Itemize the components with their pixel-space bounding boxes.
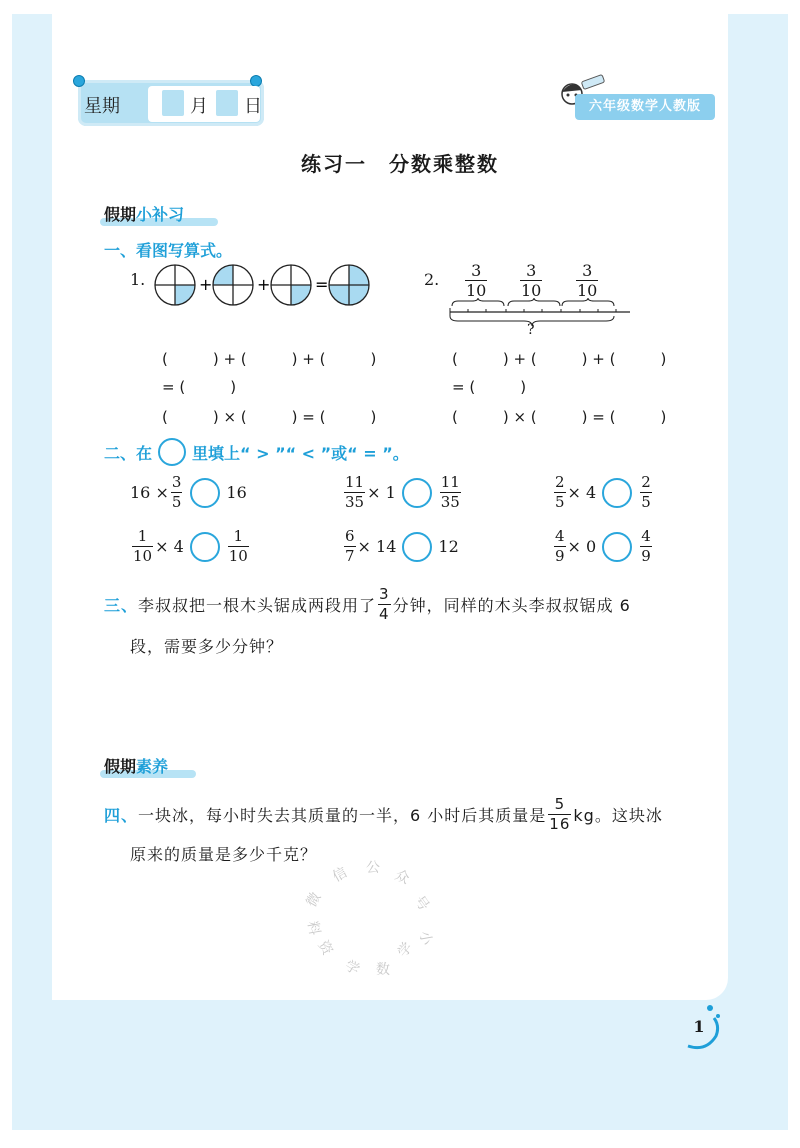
compare-item-4: $\frac{1}{10}$ × 4 $\frac{1}{10}$ xyxy=(133,527,248,565)
answer-circle[interactable] xyxy=(602,478,632,508)
q1-item1-number: 1. xyxy=(130,270,146,289)
answer-line-2b: = ( ) xyxy=(452,378,527,396)
svg-text:信: 信 xyxy=(330,864,351,886)
grade-banner: 六年级数学人教版 xyxy=(575,94,715,120)
svg-text:号: 号 xyxy=(410,893,432,914)
weekday-slot[interactable] xyxy=(122,90,144,116)
answer-circle[interactable] xyxy=(602,532,632,562)
compare-item-1: 16 × $\frac{3}{5}$ 16 xyxy=(130,473,247,511)
compare-item-5: $\frac{6}{7}$ × 14 12 xyxy=(345,527,459,565)
svg-text:料: 料 xyxy=(304,919,323,937)
answer-circle[interactable] xyxy=(402,478,432,508)
compare-item-2: $\frac{11}{35}$ × 1 $\frac{11}{35}$ xyxy=(345,473,460,511)
q2-heading: 二、在 里填上“ > ”“ < ”或“ = ”。 xyxy=(104,438,409,466)
page-number: 1 xyxy=(693,1017,705,1036)
three-quarter-circle xyxy=(329,265,369,305)
q4-line-2: 原来的质量是多少千克？ xyxy=(130,845,318,864)
weekday-label: 星期 xyxy=(84,96,120,117)
day-label: 日 xyxy=(244,96,262,117)
svg-text:学: 学 xyxy=(342,957,363,979)
svg-text:资: 资 xyxy=(314,938,336,959)
compare-item-6: $\frac{4}{9}$ × 0 $\frac{4}{9}$ xyxy=(555,527,651,565)
month-label: 月 xyxy=(190,96,208,117)
quarter-circle-3 xyxy=(271,265,311,305)
answer-line-2c: ( ) × ( ) = ( ) xyxy=(452,408,667,426)
q1-circle-figures xyxy=(150,262,372,308)
day-slot[interactable] xyxy=(216,90,238,116)
compare-circle-icon xyxy=(158,438,186,466)
svg-text:小: 小 xyxy=(416,929,435,947)
answer-circle[interactable] xyxy=(190,532,220,562)
q1-heading: 一、看图写算式。 xyxy=(104,241,233,260)
tag-text-accent: 小补习 xyxy=(136,205,185,224)
segment-fraction-2: $\frac{3}{10}$ xyxy=(521,261,542,300)
quarter-circle-1 xyxy=(155,265,195,305)
section-tag-literacy: 假期素养 xyxy=(104,757,169,776)
q3-line-1: 三、 李叔叔把一根木头锯成两段用了 $\frac{3}{4}$ 分钟，同样的木头李叔叔锯成 6 xyxy=(104,585,631,623)
answer-line-1b: = ( ) xyxy=(162,378,237,396)
svg-text:公: 公 xyxy=(366,860,380,876)
answer-circle[interactable] xyxy=(402,532,432,562)
svg-text:数: 数 xyxy=(376,962,390,978)
compare-item-3: $\frac{2}{5}$ × 4 $\frac{2}{5}$ xyxy=(555,473,651,511)
q1-item2-number: 2. xyxy=(424,270,440,289)
answer-line-1c: ( ) × ( ) = ( ) xyxy=(162,408,377,426)
question-mark: ? xyxy=(527,322,535,338)
plus-sign: + xyxy=(257,275,271,294)
svg-text:学: 学 xyxy=(394,939,417,961)
quarter-circle-2 xyxy=(213,265,253,305)
segment-diagram xyxy=(446,298,636,336)
month-slot[interactable] xyxy=(162,90,184,116)
q4-line-1: 四、 一块冰，每小时失去其质量的一半，6 小时后其质量是 $\frac{5}{16}$ kg。这块冰 xyxy=(104,795,663,833)
segment-fraction-3: $\frac{3}{10}$ xyxy=(577,261,598,300)
section-tag-practice xyxy=(104,202,184,225)
tag-text: 假期 xyxy=(104,205,137,224)
plus-sign: + xyxy=(199,275,213,294)
pin-icon xyxy=(73,75,85,87)
q3-line-2: 段，需要多少分钟？ xyxy=(130,637,284,656)
segment-fraction-1: $\frac{3}{10}$ xyxy=(466,261,487,300)
svg-text:众: 众 xyxy=(392,867,412,888)
svg-text:微: 微 xyxy=(303,889,325,910)
equals-sign: = xyxy=(315,275,329,294)
answer-line-1a: ( ) + ( ) + ( ) xyxy=(162,350,377,368)
watermark-stamp xyxy=(296,856,446,986)
answer-circle[interactable] xyxy=(190,478,220,508)
answer-line-2a: ( ) + ( ) + ( ) xyxy=(452,350,667,368)
page-title: 练习一 分数乘整数 xyxy=(301,152,499,176)
